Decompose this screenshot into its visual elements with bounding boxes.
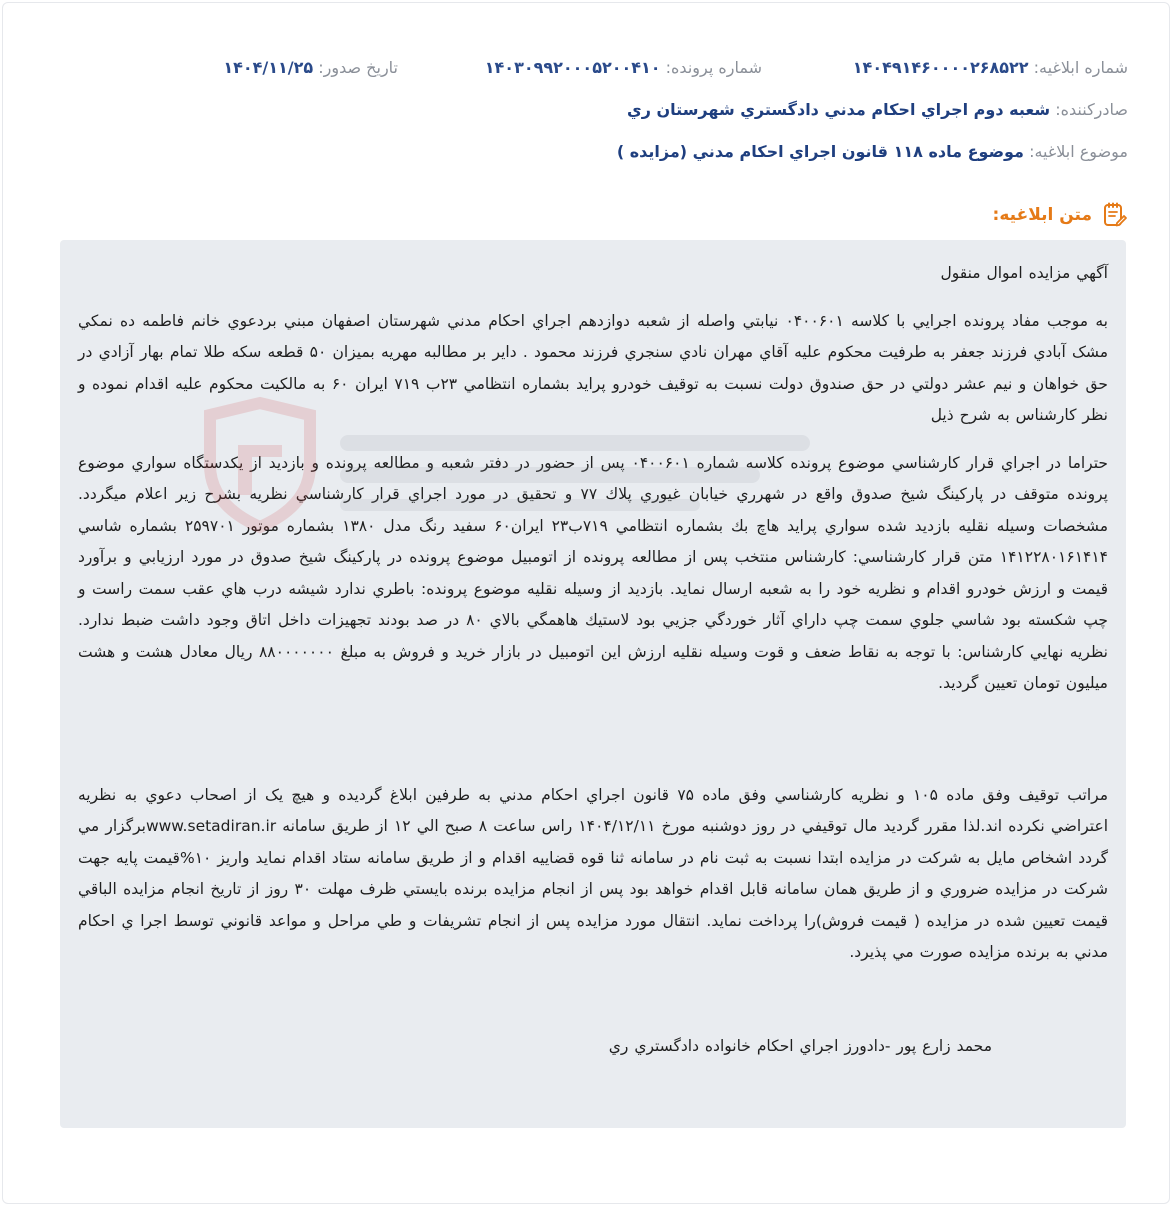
notice-paragraph-3: مراتب توقيف وفق ماده ۱۰۵ و نظريه كارشناسي وفق ماده ۷۵ قانون اجراي احكام مدني به طرفين ابلاغ گرديده و هيچ يک از اصحاب دعوي به نظريه اعتراضي نكرده اند.لذا مقرر گرديد مال توقيفي در روز دوشنبه مورخ ۱۴۰۴/۱۲/۱۱ راس ساعت ۸ صبح الي ۱۲ از طريق سامانه www.setadiran.irبرگزار مي گردد اشخاص مايل به شركت در مزايده ابتدا نسبت به ثبت نام در سامانه ثنا قوه قضاييه اقدام و از طريق سامانه ستاد اقدام نمايد واريز ۱۰%قيمت پايه جهت شركت در مزايده ضروري و از طريق همان سامانه قابل اقدام خواهد بود پس از انجام مزايده برنده بايستي ظرف مهلت ۳۰ روز از تاريخ انجام مزايده الباقي قيمت تعيين شده در مزايده ( قيمت فروش)را پرداخت نمايد. انتقال مورد مزايده پس از انجام تشريفات و طي مراحل و مواعد قانوني توسط اجرا ي احكام مدني به برنده مزايده صورت مي پذيرد.: [78, 785, 1108, 961]
subject-label: موضوع ابلاغيه:: [1029, 142, 1128, 161]
notice-content: [60, 240, 1126, 1128]
case-number-label: شماره پرونده:: [665, 58, 762, 77]
issuer-value: شعبه دوم اجراي احکام مدني دادگستري شهرستان ري: [627, 100, 1051, 119]
issue-date-value: ۱۴۰۴/۱۱/۲۵: [223, 58, 314, 77]
notice-text-heading: [993, 200, 1128, 230]
note-edit-icon: [1100, 201, 1128, 229]
notice-signature: محمد زارع پور -دادورز اجراي احكام خانواده دادگستري ري: [608, 1036, 992, 1055]
notice-meta-row: [0, 58, 1174, 82]
notice-paragraph-2: حتراما در اجراي قرار کارشناسي موضوع پرونده کلاسه شماره ۰۴۰۰۶۰۱ پس از حضور در دفتر شعبه و مطالعه پرونده و بازديد از يکدستگاه سواري موضوع پرونده متوقف در پارکينگ شيخ صدوق واقع در شهرري خيابان غيوري پلاك ۷۷ و تحقيق در مورد اجراي قرار كارشناسي نظريه بشرح زير اعلام ميگردد. مشخصات وسيله نقليه بازديد شده سواري پرايد هاچ بك بشماره انتظامي ۷۱۹ب۲۳ ايران۶۰ سفيد رنگ مدل ۱۳۸۰ بشماره موتور ۲۵۹۷۰۱ بشماره شاسي ۱۴۱۲۲۸۰۱۶۱۴۱۴ متن قرار كارشناسي: كارشناس منتخب پس از مطالعه پرونده از اتومبيل موضوع پرونده در پاركينگ شيخ صدوق در مورد ارزيابي و برآورد قيمت و ارزش خودرو اقدام و نظريه خود را به شعبه ارسال نمايد. بازديد از وسيله نقليه موضوع پرونده: باطري ندارد شيشه درب هاي عقب سمت راست و چپ شكسته بود شاسي جلوي سمت چپ داراي آثار خوردگي جزيي بود لاستيك هاهمگي بالاي ۸۰ در صد بودند تجهيزات داخل اتاق وجود داشت ضبط ندارد. نظريه نهايي كارشناس: با توجه به نقاط ضعف و قوت وسيله نقليه ارزش اين اتومبيل در بازار خريد و فروش به مبلغ ۸۸۰۰۰۰۰۰۰ ريال معادل هشت و هشت ميليون تومان تعيين گرديد.: [78, 453, 1108, 692]
issuer-line: [627, 100, 1128, 119]
issue-date-label: تاريخ صدور:: [318, 58, 398, 77]
notice-number-label: شماره ابلاغيه:: [1033, 58, 1128, 77]
notice-number: [853, 58, 1128, 77]
subject-line: [617, 142, 1128, 161]
case-number: [485, 58, 762, 77]
subject-value: موضوع ماده ۱۱۸ قانون اجراي احکام مدني (مزايده ): [616, 142, 1024, 161]
notice-text-title: متن ابلاغيه:: [992, 205, 1092, 225]
issuer-label: صادرکننده:: [1055, 100, 1128, 119]
case-number-value: ۱۴۰۳۰۹۹۲۰۰۰۵۲۰۰۴۱۰: [484, 58, 661, 77]
issue-date: [223, 58, 398, 77]
notice-number-value: ۱۴۰۴۹۱۴۶۰۰۰۰۲۶۸۵۲۲: [852, 58, 1029, 77]
notice-paragraph-1: به موجب مفاد پرونده اجرايي با کلاسه ۰۴۰۰۶۰۱ نيابتي واصله از شعبه دوازدهم اجراي احکام مدني شهرستان اصفهان مبني بردعوي خانم فاطمه ده نمکي مشک آبادي فرزند جعفر به طرفيت محکوم عليه آقاي مهران نادي سنجري فرزند محمود . داير بر مطالبه مهريه بميزان ۵۰ قطعه سکه طلا تمام بهار آزادي در حق خواهان و نيم عشر دولتي در حق صندوق دولت نسبت به توقيف خودرو پرايد بشماره انتظامي ۲۳ب ۷۱۹ ايران ۶۰ به مالکيت محکوم عليه اقدام نموده و نظر کارشناس به شرح ذيل: [78, 311, 1109, 424]
notice-body-title: آگهي مزايده اموال منقول: [940, 264, 1108, 282]
